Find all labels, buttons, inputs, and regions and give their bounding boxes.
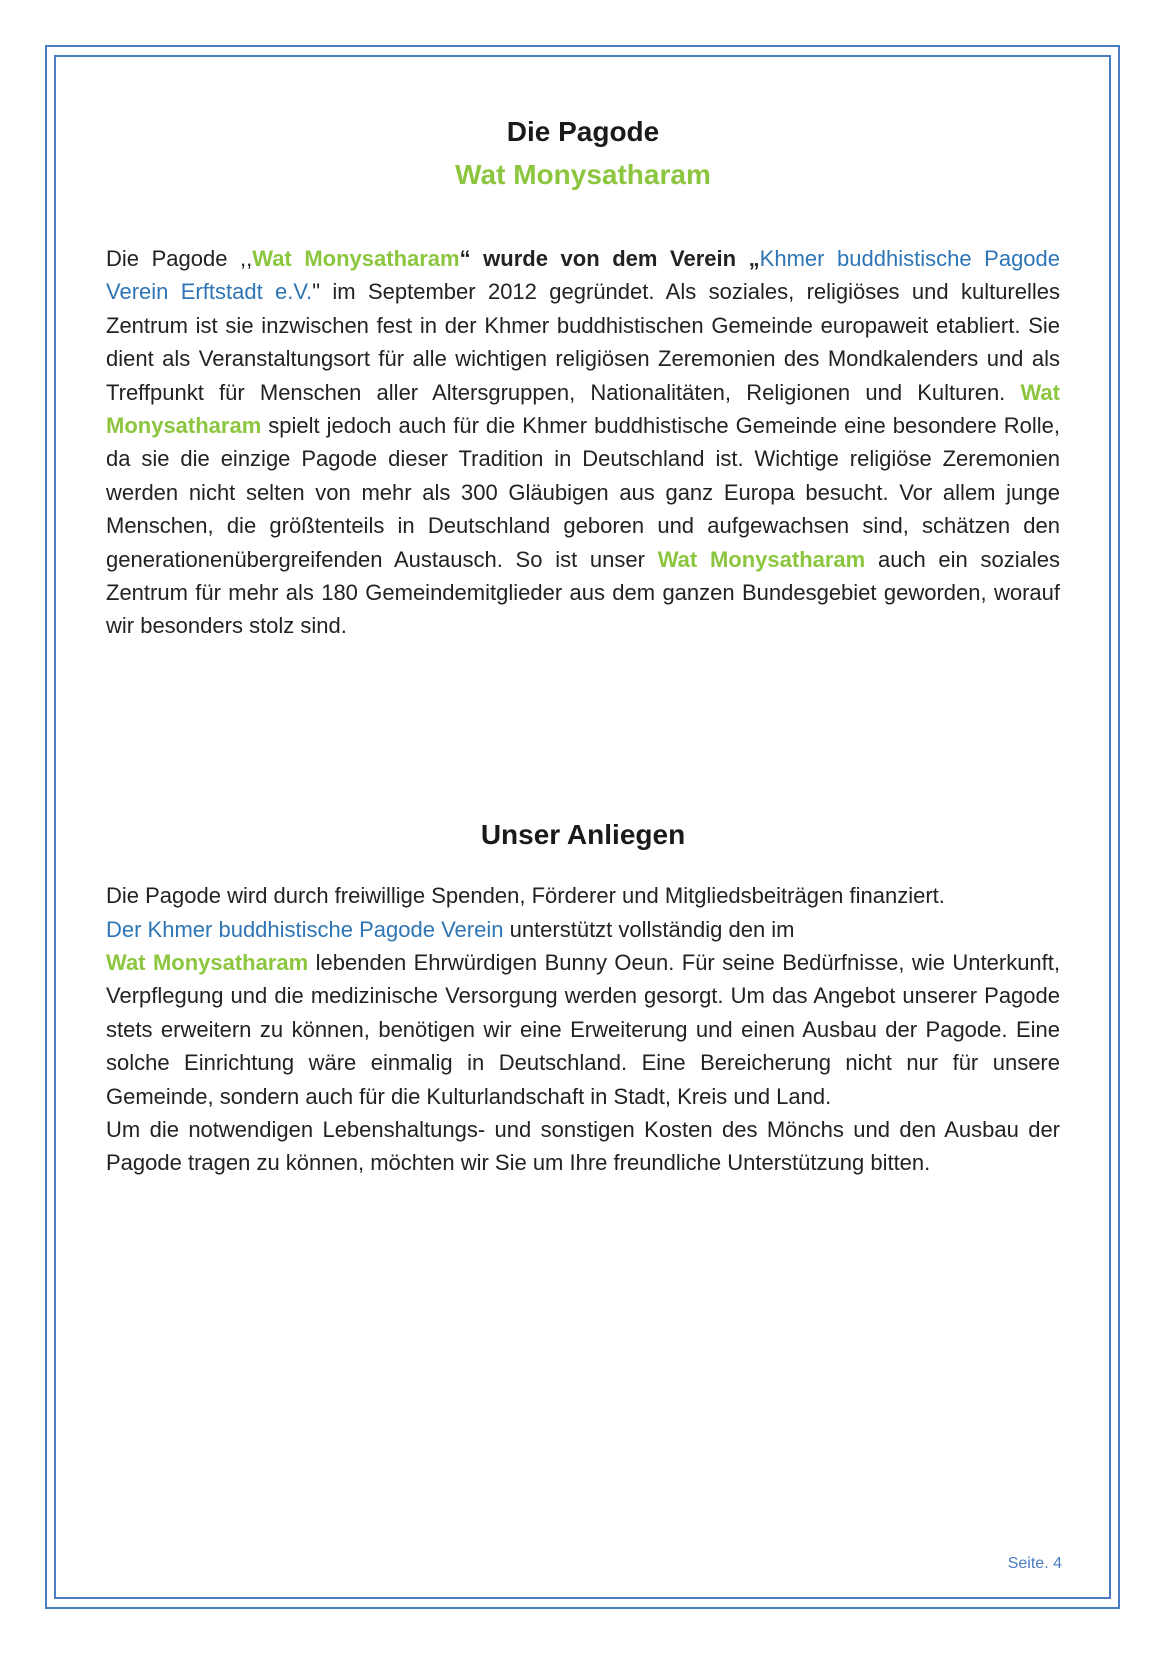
intro-text-5: auch ein soziales Zentrum für mehr als 180 Gemeindemitglieder aus dem ganzen Bundesgebiet geworden, worauf wir besonders stolz sind. [106,546,1060,639]
page-title: Die Pagode [506,116,660,147]
highlight-wat-1: Wat Monysatharam [252,246,460,271]
highlight-wat-4: Wat Monysatharam [106,949,309,975]
page-subtitle: Wat Monysatharam [455,159,711,190]
intro-text-2: “ wurde von dem Verein [459,246,749,271]
intro-text-3: " im September 2012 gegründet. Als soziales, religiöses und kulturelles Zentrum ist sie inzwischen fest in der Khmer buddhistischen Gemeinde europaweit etabliert. Sie dient als Veranstaltungsort für alle wichtigen religiösen Zeremonien des Mondkalenders und als Treffpunkt für Menschen aller Altersgruppen, Nationalitäten, Religionen und Kulturen. [106,279,1061,405]
anliegen-text-3: lebenden Ehrwürdigen Bunny Oeun. Für seine Bedürfnisse, wie Unterkunft, Verpflegung und die medizinische Versorgung werden gesorgt. Um das Angebot unserer Pagode stets erweitern zu können, benötigen wir eine Erweiterung und einen Ausbau der Pagode. Eine solche Einrichtung wäre einmalig in Deutschland. Eine Bereicherung nicht nur für unsere Gemeinde, sondern auch für die Kulturlandschaft in Stadt, Kreis und Land. [106,949,1060,1109]
anliegen-text-2: unterstützt vollständig den im [503,916,795,942]
anliegen-line-2 [106,913,1060,946]
anliegen-closing: Um die notwendigen Lebenshaltungs- und sonstigen Kosten des Mönchs und den Ausbau der Pagode tragen zu können, möchten wir Sie um Ihre freundliche Unterstützung bitten. [106,1116,1060,1176]
intro-text-start: Die Pagode ,, [106,246,253,271]
anliegen-line-1: Die Pagode wird durch freiwillige Spenden, Förderer und Mitgliedsbeiträgen finanziert. [106,883,945,909]
intro-text-4: spielt jedoch auch für die Khmer buddhistische Gemeinde eine besondere Rolle, da sie die einzige Pagode dieser Tradition in Deutschland ist. Wichtige religiöse Zeremonien werden nicht selten von mehr als 300 Gläubigen aus ganz Europa besucht. Vor allem junge Menschen, die größtenteils in Deutschland geboren und aufgewachsen sind, schätzen den generationenübergreifenden Austausch. So ist unser [106,413,1060,572]
page-number: Seite. 4 [1007,1555,1062,1572]
anliegen-paragraph [106,946,1060,1113]
highlight-verein-2: Der Khmer buddhistische Pagode Verein [106,916,504,942]
section-title-anliegen: Unser Anliegen [480,818,686,850]
highlight-verein: Khmer buddhistische Pagode Verein Erftstadt e.V. [106,246,1061,305]
page-content [106,110,1060,1180]
intro-paragraph [106,242,1060,643]
highlight-wat-3: Wat Monysatharam [657,546,866,572]
quote-open: „ [748,246,760,271]
highlight-wat-2: Wat Monysatharam [106,379,1060,439]
